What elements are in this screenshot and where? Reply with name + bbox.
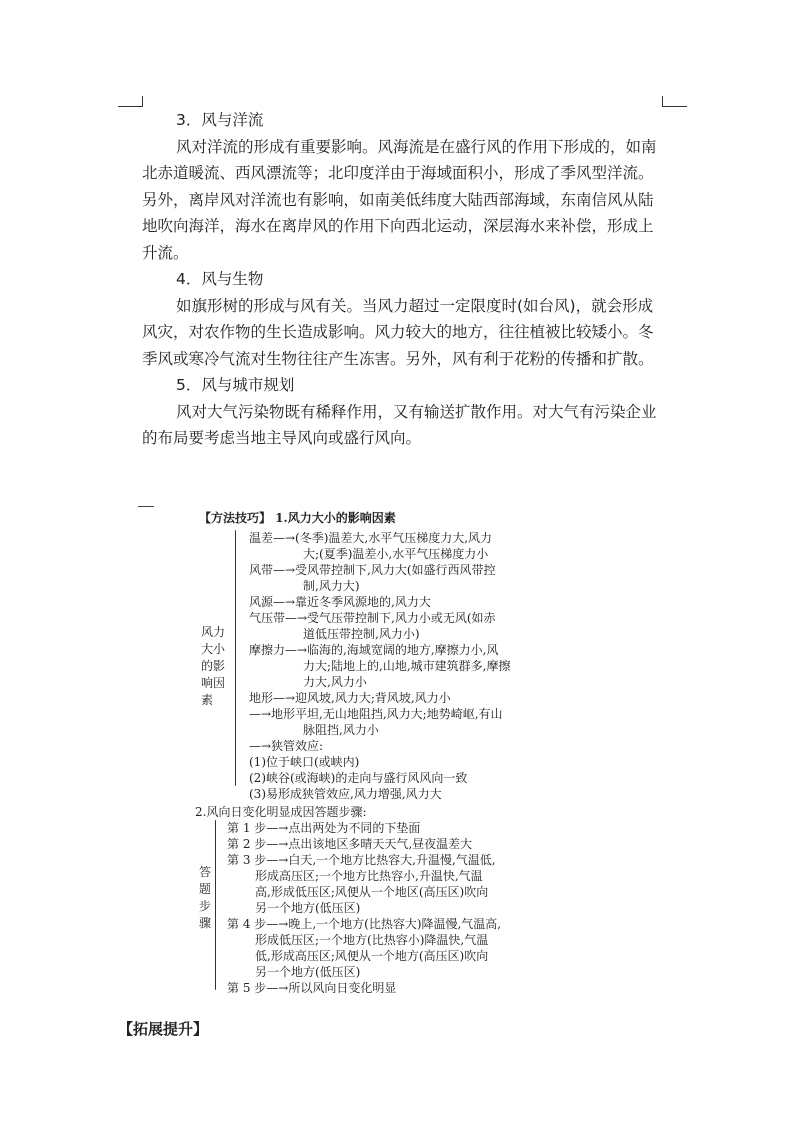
factors-label: 风力大小的影响因素: [201, 625, 226, 707]
footer-heading: 【拓展提升】: [118, 1020, 209, 1038]
step-line: 第 5 步—→所以风向日变化明显: [227, 981, 397, 995]
factor-line: 风带—→受风带控制下,风力大(如盛行西风带控: [249, 563, 496, 577]
crop-mark-top-left: [118, 96, 143, 107]
factor-line: 道低压带控制,风力小): [303, 627, 420, 641]
step-line: 形成高压区;一个地方比热容小,升温快,气温: [255, 869, 483, 883]
factor-line: 摩擦力—→临海的,海域宽阔的地方,摩擦力小,风: [249, 643, 499, 657]
steps-brace: [215, 820, 216, 990]
step-line: 低,形成高压区;风便从一个地方(高压区)吹向: [255, 949, 489, 963]
step-line: 第 1 步—→点出两处为不同的下垫面: [227, 821, 421, 835]
factor-line: 风源—→靠近冬季风源地的,风力大: [249, 595, 431, 609]
factor-line: 温差—→(冬季)温差大,水平气压梯度力大,风力: [249, 531, 493, 545]
main-text: [142, 107, 667, 452]
factor-line: —→地形平坦,无山地阻挡,风力大;地势崎岖,有山: [249, 707, 503, 721]
steps-label: 答题步骤: [199, 865, 212, 930]
factors-brace: [235, 530, 236, 786]
step-line: 第 2 步—→点出该地区多晴天天气,昼夜温差大: [227, 837, 473, 851]
factor-line: 制,风力大): [303, 579, 360, 593]
section-heading: 5．风与城市规划: [176, 376, 295, 394]
step-line: 高,形成低压区;风便从一个地区(高压区)吹向: [255, 885, 489, 899]
section-heading: 3．风与洋流: [176, 111, 264, 129]
step-line: 第 4 步—→晚上,一个地方(比热容大)降温慢,气温高,: [227, 917, 502, 931]
factor-line: (2)峡谷(或海峡)的走向与盛行风风向一致: [249, 771, 468, 785]
factor-line: (3)易形成狭管效应,风力增强,风力大: [249, 787, 442, 801]
method-figure: [193, 508, 633, 998]
factor-line: (1)位于峡口(或峡内): [249, 755, 360, 769]
step-line: 第 3 步—→白天,一个地方比热容大,升温慢,气温低,: [227, 853, 496, 867]
method-title: 【方法技巧】 1.风力大小的影响因素: [199, 511, 396, 525]
crop-mark-top-right: [662, 96, 687, 107]
factor-line: 大;(夏季)温差小,水平气压梯度力小: [303, 547, 489, 561]
margin-tick: [138, 506, 154, 507]
factor-line: 地形—→迎风坡,风力大;背风坡,风力小: [249, 691, 451, 705]
factor-line: 力大,风力小: [303, 675, 367, 689]
step-line: 形成低压区;一个地方(比热容小)降温快,气温: [255, 933, 489, 947]
section-paragraph: 风对洋流的形成有重要影响。风海流是在盛行风的作用下形成的，如南北赤道暖流、西风漂流等；北印度洋由于海域面积小，形成了季风型洋流。另外，离岸风对洋流也有影响，如南美低纬度大陆西部海域，东南信风从陆地吹向海洋，海水在离岸风的作用下向西北运动，深层海水来补偿，形成上升流。: [142, 137, 657, 262]
steps-title: 2.风向日变化明显成因答题步骤:: [195, 805, 367, 819]
factor-line: —→狭管效应:: [249, 739, 324, 753]
section-heading: 4．风与生物: [176, 270, 264, 288]
step-line: 另一个地方(低压区): [255, 901, 361, 915]
factor-line: 力大;陆地上的,山地,城市建筑群多,摩擦: [303, 659, 511, 673]
section-paragraph: 风对大气污染物既有稀释作用，又有输送扩散作用。对大气有污染企业的布局要考虑当地主导风向或盛行风向。: [142, 402, 657, 447]
factor-line: 气压带—→受气压带控制下,风力小或无风(如赤: [249, 611, 496, 625]
step-line: 另一个地方(低压区): [255, 965, 361, 979]
section-paragraph: 如旗形树的形成与风有关。当风力超过一定限度时(如台风)，就会形成风灾，对农作物的生长造成影响。风力较大的地方，往往植被比较矮小。冬季风或寒冷气流对生物往往产生冻害。另外，风有利于花粉的传播和扩散。: [142, 296, 654, 368]
factor-line: 脉阻挡,风力小: [303, 723, 379, 737]
